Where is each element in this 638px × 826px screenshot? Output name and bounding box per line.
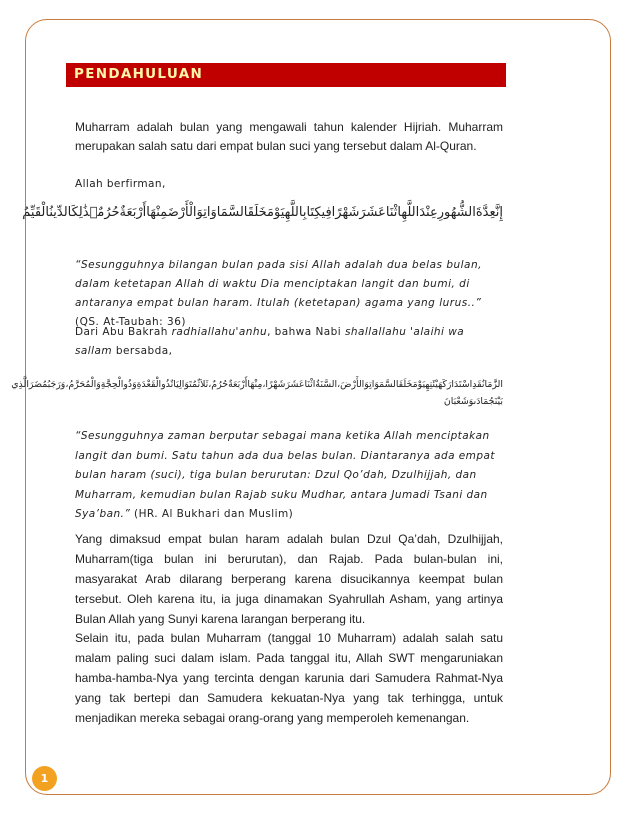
- hadith-intro-mid: , bahwa Nabi: [267, 326, 345, 338]
- page-number-badge: 1: [32, 766, 57, 791]
- verse-translation-text: “Sesungguhnya bilangan bulan pada sisi Allah adalah dua belas bulan, dalam ketetapan Allah di waktu Dia menciptakan langit dan bumi, di antaranya empat bulan haram. Itulah (ketetapan) agama yang lurus..”: [75, 259, 482, 309]
- honorific-radhi: radhiallahu'anhu: [171, 326, 268, 338]
- section-title: PENDAHULUAN: [74, 66, 204, 82]
- intro-paragraph: Muharram adalah bulan yang mengawali tahun kalender Hijriah. Muharram merupakan salah satu dari empat bulan suci yang tersebut dalam Al-Quran.: [75, 120, 503, 153]
- verse-reference: (QS. At-Taubah: 36): [75, 316, 186, 328]
- arabic-hadith: الزَّمَانُقَدِاسْتَدَارَكَهَيْئَتِهِيَوْمَخَلَقَالسَّمَوَاتِوَالأَرْضَ،السَّنَةُاثْنَاعَشَرَشَهْرًا،مِنْهَاأَرْبَعَةٌحُرُمٌ،ثَلاَثٌمُتَوَالِيَاتٌذُوالْقَعْدَةِوَذُوالْحِجَّةِوَالْمُحَرَّمُ،وَرَجَبُمُضَرَالَّذِي بَيْنَجُمَادَىوَشَعْبَانَ: [11, 379, 503, 407]
- muharram-paragraph: Selain itu, pada bulan Muharram (tanggal 10 Muharram) adalah salah satu malam paling suci dalam islam. Pada tanggal itu, Allah SWT mengaruniakan hamba-hamba-Nya yang tercinta dengan karunia dari Samudera Rahmat-Nya yang tak bertepi dan Samudera kekuatan-Nya yang tak terhingga, untuk menjadikan mereka sebagai orang-orang yang memperoleh kemenangan.: [75, 631, 503, 725]
- hadith-intro: [75, 323, 503, 361]
- hadith-reference: (HR. Al Bukhari dan Muslim): [130, 508, 294, 521]
- verse-translation: [75, 256, 503, 332]
- arabic-verse: إِنَّعِدَّةَالشُّهُورِعِنْدَاللَّهِاثْنَاعَشَرَشَهْرًافِيكِتَابِاللَّهِيَوْمَخَلَقَالسَّمَاوَاتِوَالْأَرْضَمِنْهَاأَرْبَعَةٌحُرُمٌۚذَٰلِكَالدِّينُالْقَيِّمُ: [22, 205, 503, 220]
- honorific-salla: shallallahu 'alaihi wa sallam: [75, 326, 465, 357]
- hadith-translation: [75, 427, 503, 525]
- allah-berfirman-text: Allah berfirman,: [75, 178, 166, 190]
- hadith-intro-prefix: Dari Abu Bakrah: [75, 326, 172, 338]
- hadith-translation-text: “Sesungguhnya zaman berputar sebagai mana ketika Allah menciptakan langit dan bumi. Satu tahun ada dua belas bulan. Diantaranya ada empat bulan haram (suci), tiga bulan berurutan: Dzul Qo’dah, Dzulhijjah, dan Muharram, kemudian bulan Rajab suku Mudhar, antara Jumadi Tsani dan Sya’ban.”: [75, 430, 495, 521]
- haram-months-paragraph: Yang dimaksud empat bulan haram adalah bulan Dzul Qa’dah, Dzulhijjah, Muharram(tiga bulan ini berurutan), dan Rajab. Pada bulan-bulan ini, masyarakat Arab dilarang berperang karena disucikannya keempat bulan tersebut. Oleh karena itu, ia juga dinamakan Syahrullah Asham, yang artinya Bulan Allah yang Sunyi karena larangan berperang itu.: [75, 532, 503, 626]
- section-header: [66, 63, 506, 87]
- hadith-intro-suffix: bersabda,: [112, 345, 173, 357]
